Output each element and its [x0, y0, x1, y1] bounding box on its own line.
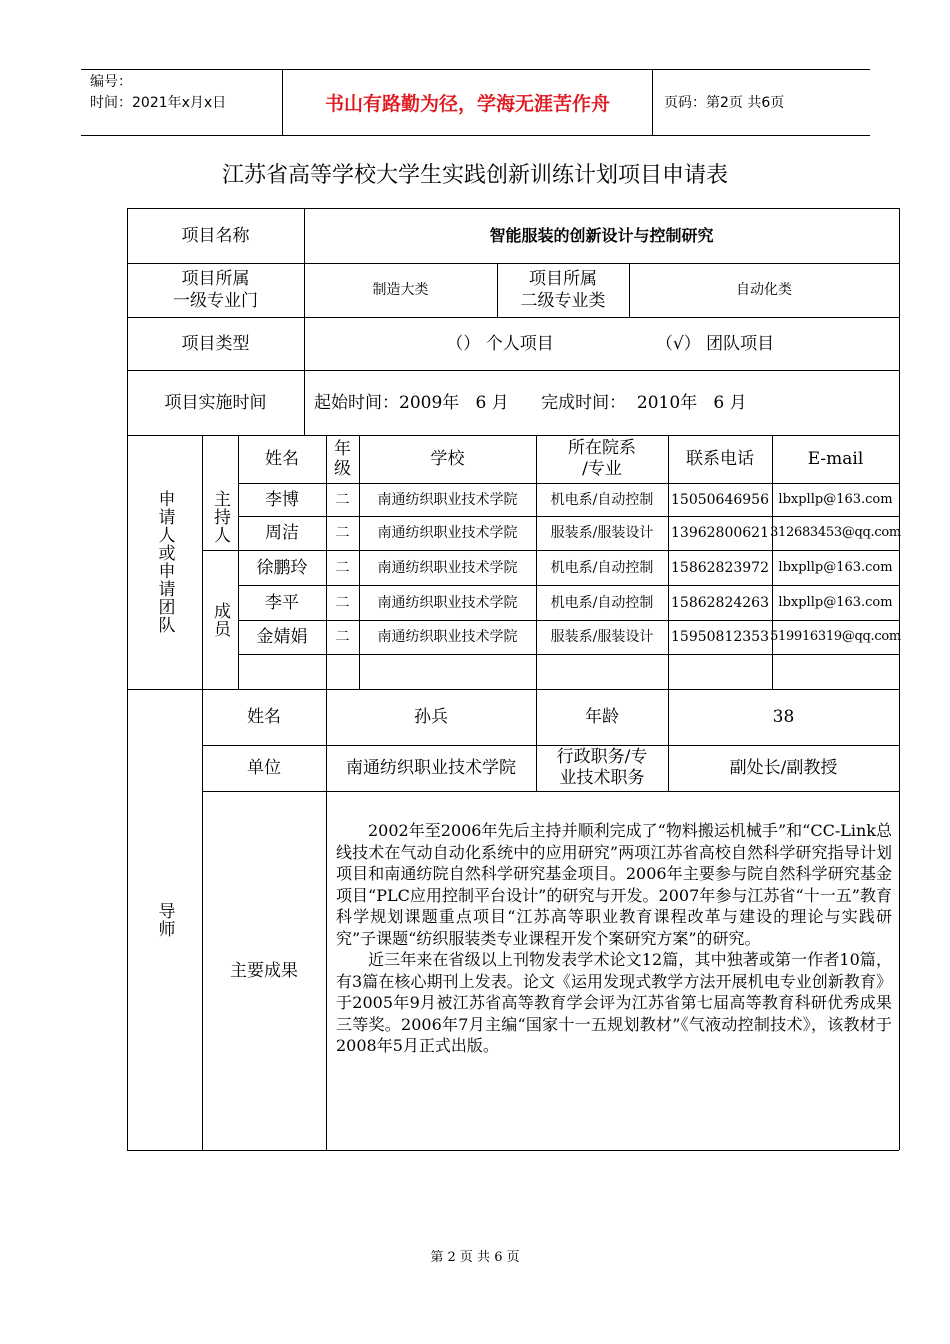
category2-label-line2: 二级专业类	[520, 291, 606, 311]
category1-label-line2: 一级专业门	[173, 291, 258, 311]
advisor-age-label: 年龄	[585, 707, 619, 727]
project-type-label: 项目类型	[181, 333, 250, 354]
page-footer: 第 2 页 共 6 页	[430, 1250, 520, 1265]
member-phone: 13962800621	[671, 525, 769, 541]
header-school: 学校	[430, 449, 465, 469]
header-name: 姓名	[265, 449, 299, 469]
header-email: E-mail	[807, 449, 864, 469]
page-info: 页码：第2页 共6页	[664, 95, 785, 111]
header-grade-line1: 年	[334, 439, 351, 459]
member-school: 南通纺织职业技术学院	[377, 491, 518, 508]
advisor-name-label: 姓名	[247, 707, 281, 727]
member-phone: 15950812353	[671, 629, 769, 645]
member-school: 南通纺织职业技术学院	[377, 594, 518, 611]
member-name: 李博	[265, 489, 299, 510]
page-title: 江苏省高等学校大学生实践创新训练计划项目申请表	[221, 163, 728, 188]
member-phone: 15862824263	[671, 594, 769, 611]
header-bottom-rule	[81, 135, 870, 136]
type-individual-option: （） 个人项目	[446, 333, 554, 354]
member-grade: 二	[335, 594, 350, 611]
type-team-option: （√） 团队项目	[655, 333, 775, 354]
advisor-post-label-line2: 业技术职务	[559, 768, 645, 788]
member-grade: 二	[335, 491, 350, 508]
header-meta	[90, 72, 226, 114]
team-section-label: 申请人或申请团队	[154, 490, 175, 634]
number-label: 编号：	[90, 74, 132, 90]
host-label: 主持人	[210, 489, 230, 544]
header-dept-line1: 所在院系	[568, 438, 636, 458]
member-email: 519916319@qq.com	[770, 629, 901, 644]
date-label: 时间：2021年x月x日	[90, 95, 227, 111]
member-dept: 服装系/服装设计	[550, 629, 654, 645]
member-dept: 服装系/服装设计	[550, 525, 654, 541]
header-grade-line2: 级	[334, 459, 351, 479]
category1-label	[127, 263, 304, 317]
member-name: 徐鹏玲	[256, 557, 308, 578]
motto: 书山有路勤为径，学海无涯苦作舟	[324, 92, 610, 115]
advisor-unit-value: 南通纺织职业技术学院	[346, 758, 516, 778]
header-dept	[536, 435, 668, 483]
member-dept: 机电系/自动控制	[550, 491, 654, 508]
category2-label	[497, 263, 629, 317]
advisor-section-label: 导师	[154, 901, 175, 938]
member-grade: 二	[335, 629, 350, 645]
achievements-label: 主要成果	[230, 960, 298, 981]
member-school: 南通纺织职业技术学院	[377, 559, 518, 576]
member-email: lbxpllp@163.com	[778, 559, 893, 575]
member-name: 李平	[265, 592, 299, 613]
member-dept: 机电系/自动控制	[550, 559, 654, 576]
achievements-text	[336, 820, 892, 1057]
project-time-value: 起始时间：2009年 6 月 完成时间： 2010年 6 月	[314, 392, 747, 413]
member-school: 南通纺织职业技术学院	[377, 525, 518, 541]
category2-value: 自动化类	[736, 282, 792, 298]
achievements-paragraph-2: 近三年来在省级以上刊物发表学术论文12篇，其中独著或第一作者10篇，有3篇在核心期刊上发表。论文《运用发现式教学方法开展机电专业创新教育》于2005年9月被江苏省高等教育学会评为江苏省第七届高等教育科研优秀成果三等奖。2006年7月主编“国家十一五规划教材”《气液动控制技术》，该教材于2008年5月正式出版。	[336, 950, 892, 1055]
project-name-label: 项目名称	[181, 225, 250, 246]
project-name-value: 智能服装的创新设计与控制研究	[489, 225, 714, 245]
advisor-post-value: 副处长/副教授	[729, 758, 838, 778]
advisor-post-label	[536, 745, 668, 791]
member-name: 周洁	[265, 523, 299, 543]
member-email: 312683453@qq.com	[770, 525, 901, 540]
advisor-age-value: 38	[772, 707, 795, 727]
achievements-paragraph-1: 2002年至2006年先后主持并顺利完成了“物料搬运机械手”和“CC-Link总线技术在气动自动化系统中的应用研究”两项江苏省高校自然科学研究指导计划项目和南通纺院自然科学研究基金项目。2006年主要参与院自然科学研究基金项目“PLC应用控制平台设计”的研究与开发。2007年参与江苏省“十一五”教育科学规划课题重点项目“江苏高等职业教育课程改革与建设的理论与实践研究”子课题“纺织服装类专业课程开发个案研究方案”的研究。	[336, 821, 892, 948]
member-grade: 二	[335, 525, 350, 541]
header-grade	[326, 435, 359, 483]
category1-label-line1: 项目所属	[181, 269, 250, 289]
member-email: lbxpllp@163.com	[778, 594, 893, 610]
member-grade: 二	[335, 559, 350, 576]
advisor-post-label-line1: 行政职务/专	[556, 747, 648, 767]
member-label: 成员	[210, 601, 230, 638]
member-dept: 机电系/自动控制	[550, 594, 654, 611]
member-school: 南通纺织职业技术学院	[377, 629, 518, 645]
advisor-unit-label: 单位	[247, 758, 281, 778]
member-name: 金婧娟	[256, 627, 308, 647]
category2-label-line1: 项目所属	[529, 269, 597, 289]
header-divider	[652, 69, 653, 135]
member-phone: 15050646956	[671, 491, 769, 508]
category1-value: 制造大类	[372, 282, 429, 298]
member-email: lbxpllp@163.com	[778, 491, 893, 507]
member-phone: 15862823972	[671, 559, 769, 576]
project-time-label: 项目实施时间	[164, 392, 267, 413]
header-phone: 联系电话	[686, 449, 754, 469]
header-dept-line2: /专业	[582, 459, 622, 479]
advisor-name-value: 孙兵	[414, 707, 448, 727]
